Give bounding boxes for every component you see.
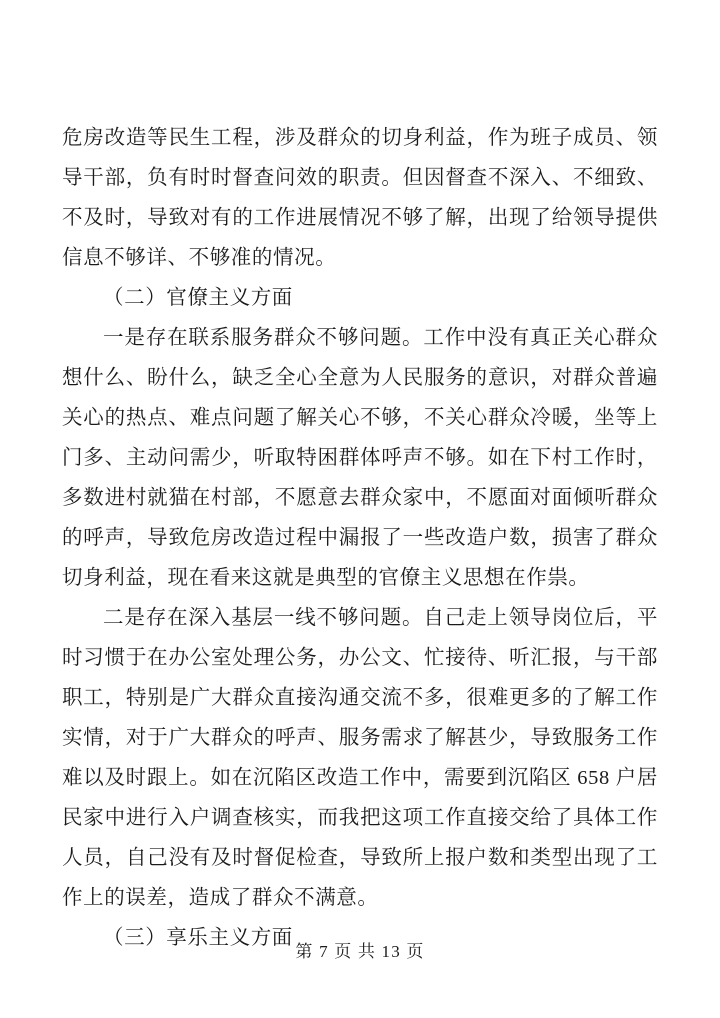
section-heading-xiangle: （三）享乐主义方面 [103,927,293,949]
paragraph-point-two: 二是存在深入基层一线不够问题。自己走上领导岗位后，平时习惯于在办公室处理公务，办公文、忙接待、听汇报，与干部职工，特别是广大群众直接沟通交流不多，很难更多的了解工作实情，对于广大群众的呼声、服务需求了解甚少，导致服务工作难以及时跟上。如在沉陷区改造工作中，需要到沉陷区 658 户居民家中进行入户调查核实，而我把这项工作直接交给了具体工作人员，自己没有及时督促检查，导致所上报户数和类型出现了工作上的误差，造成了群众不满意。 [62,607,658,909]
page-number-text: 第 7 页 共 13 页 [295,942,425,961]
document-body [62,118,658,958]
page-footer [0,937,720,962]
paragraph-continuation: 危房改造等民生工程，涉及群众的切身利益，作为班子成员、领导干部，负有时时督查问效的职责。但因督查不深入、不细致、不及时，导致对有的工作进展情况不够了解，出现了给领导提供信息不够详、不够准的情况。 [62,127,658,269]
paragraph-point-one: 一是存在联系服务群众不够问题。工作中没有真正关心群众想什么、盼什么，缺乏全心全意为人民服务的意识，对群众普遍关心的热点、难点问题了解关心不够，不关心群众冷暖，坐等上门多、主动问需少，听取特困群体呼声不够。如在下村工作时，多数进村就猫在村部，不愿意去群众家中，不愿面对面倾听群众的呼声，导致危房改造过程中漏报了一些改造户数，损害了群众切身利益，现在看来这就是典型的官僚主义思想在作祟。 [62,327,658,589]
section-heading-guanliao: （二）官僚主义方面 [103,287,293,309]
